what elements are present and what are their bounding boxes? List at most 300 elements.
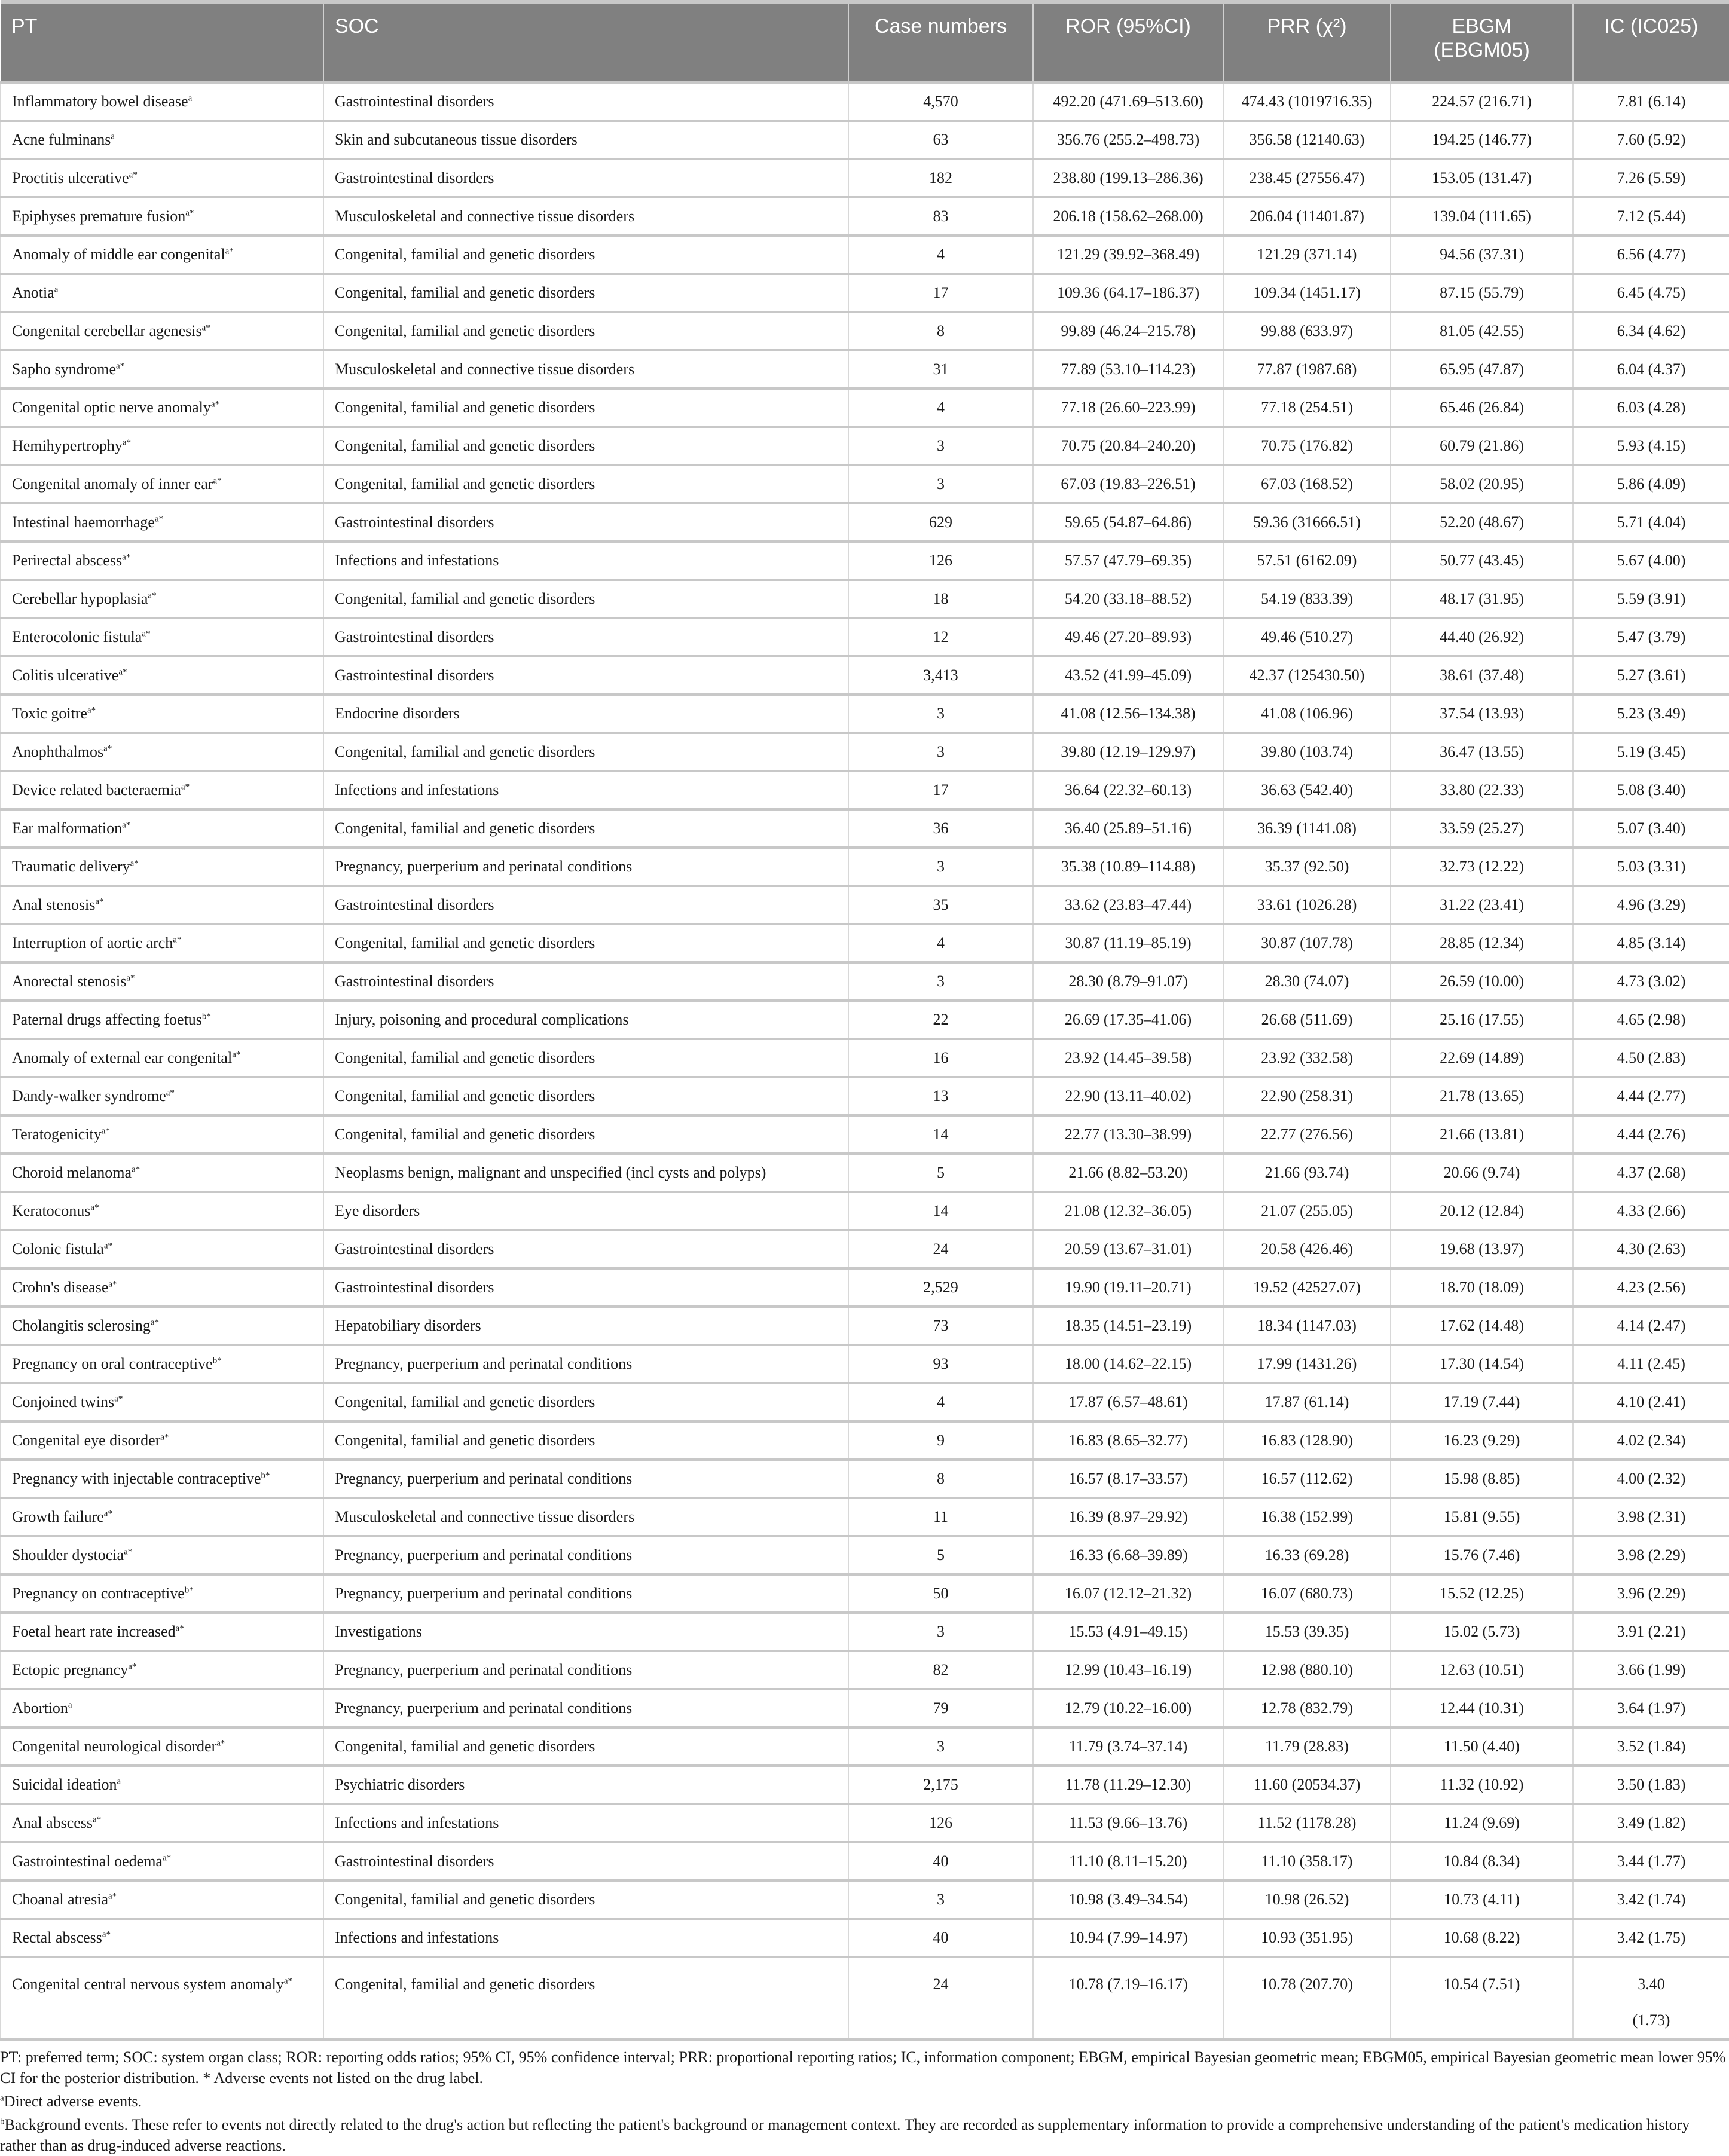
pt-name: Congenital neurological disorder [12,1738,217,1755]
cell-case-numbers: 4 [848,389,1033,427]
cell-ebgm: 18.70 (18.09) [1391,1268,1573,1307]
table-row [1,1115,1729,1154]
cell-pt [1,1919,323,1957]
footnote-a-mark: a [0,2093,4,2103]
pt-name: Suicidal ideation [12,1776,117,1793]
cell-pt [1,1727,323,1766]
cell-prr: 17.87 (61.14) [1223,1383,1391,1421]
cell-pt [1,580,323,618]
cell-soc: Congenital, familial and genetic disorders [323,1383,848,1421]
cell-pt [1,848,323,886]
cell-pt [1,695,323,733]
cell-ror: 41.08 (12.56–134.38) [1033,695,1223,733]
pt-name: Enterocolonic fistula [12,628,142,646]
pt-name: Dandy-walker syndrome [12,1087,166,1105]
cell-case-numbers: 13 [848,1077,1033,1115]
pt-footnote-mark: a [111,131,115,142]
cell-prr: 28.30 (74.07) [1223,962,1391,1001]
cell-ebgm: 48.17 (31.95) [1391,580,1573,618]
cell-ror: 36.40 (25.89–51.16) [1033,809,1223,848]
table-row [1,1077,1729,1115]
pt-footnote-mark: a* [126,973,135,983]
cell-soc: Musculoskeletal and connective tissue disorders [323,197,848,236]
cell-ic: 5.19 (3.45) [1573,733,1729,771]
cell-prr: 54.19 (833.39) [1223,580,1391,618]
cell-pt [1,465,323,503]
cell-ic: 4.14 (2.47) [1573,1307,1729,1345]
cell-ic: 5.23 (3.49) [1573,695,1729,733]
cell-pt [1,924,323,962]
pt-footnote-mark: a* [160,1432,169,1442]
pt-footnote-mark: a* [210,399,220,409]
cell-ror: 67.03 (19.83–226.51) [1033,465,1223,503]
cell-ror: 54.20 (33.18–88.52) [1033,580,1223,618]
cell-ic: 3.49 (1.82) [1573,1804,1729,1842]
cell-case-numbers: 93 [848,1345,1033,1383]
cell-case-numbers: 3 [848,962,1033,1001]
header-ic: IC (IC025) [1573,2,1729,82]
pt-name: Congenital optic nerve anomaly [12,399,211,416]
cell-prr: 10.93 (351.95) [1223,1919,1391,1957]
cell-prr: 12.78 (832.79) [1223,1689,1391,1727]
cell-pt [1,1192,323,1230]
cell-ic: 3.50 (1.83) [1573,1766,1729,1804]
cell-ror: 109.36 (64.17–186.37) [1033,274,1223,312]
pt-footnote-mark: a* [93,1815,102,1825]
cell-pt [1,809,323,848]
table-row [1,427,1729,465]
footnote-abbreviations: PT: preferred term; SOC: system organ class; ROR: reporting odds ratios; 95% CI, 95% confidence interval; PRR: proportional reporting ratios; IC, information component; EBGM, empirical Bayesian geometric mean; EBGM05, empirical Bayesian geometric mean lower 95% CI for the posterior distribution. * Adverse events not listed on the drug label. [0,2048,1726,2087]
cell-ic: 3.42 (1.74) [1573,1880,1729,1919]
cell-prr: 22.90 (258.31) [1223,1077,1391,1115]
cell-pt [1,1345,323,1383]
cell-soc: Infections and infestations [323,771,848,809]
cell-ebgm: 20.12 (12.84) [1391,1192,1573,1230]
cell-ror: 12.79 (10.22–16.00) [1033,1689,1223,1727]
pt-footnote-mark: a [68,1700,72,1710]
cell-prr: 16.83 (128.90) [1223,1421,1391,1460]
cell-soc: Gastrointestinal disorders [323,159,848,197]
cell-ebgm: 32.73 (12.22) [1391,848,1573,886]
pt-footnote-mark: a* [90,1203,99,1213]
cell-case-numbers: 3 [848,1613,1033,1651]
cell-ebgm: 50.77 (43.45) [1391,542,1573,580]
pt-footnote-mark: a [54,285,59,295]
header-soc: SOC [323,2,848,82]
pt-footnote-mark: a [117,1776,121,1787]
table-row [1,1345,1729,1383]
cell-case-numbers: 14 [848,1192,1033,1230]
cell-ror: 70.75 (20.84–240.20) [1033,427,1223,465]
cell-prr: 16.07 (680.73) [1223,1574,1391,1613]
cell-pt [1,274,323,312]
table-row [1,1268,1729,1307]
cell-case-numbers: 3 [848,733,1033,771]
cell-soc: Gastrointestinal disorders [323,962,848,1001]
cell-ic: 5.93 (4.15) [1573,427,1729,465]
cell-case-numbers: 24 [848,1230,1033,1268]
cell-soc: Pregnancy, puerperium and perinatal conditions [323,1689,848,1727]
cell-prr: 12.98 (880.10) [1223,1651,1391,1689]
table-row [1,1498,1729,1536]
cell-ic: 3.64 (1.97) [1573,1689,1729,1727]
cell-soc: Congenital, familial and genetic disorders [323,465,848,503]
cell-ebgm: 11.50 (4.40) [1391,1727,1573,1766]
cell-prr: 20.58 (426.46) [1223,1230,1391,1268]
cell-case-numbers: 16 [848,1039,1033,1077]
pt-footnote-mark: a* [114,1394,123,1404]
cell-pt [1,427,323,465]
cell-soc: Congenital, familial and genetic disorders [323,274,848,312]
cell-prr: 77.18 (254.51) [1223,389,1391,427]
cell-ic: 4.73 (3.02) [1573,962,1729,1001]
pt-name: Traumatic delivery [12,858,130,875]
cell-prr: 206.04 (11401.87) [1223,197,1391,236]
footnote-b-text: Background events. These refer to events not directly related to the drug's action but reflecting the patient's background or management context. They are recorded as supplementary information to provide a comprehensive understanding of the patient's medication history rather than as drug-induced adverse reactions. [0,2116,1690,2154]
cell-case-numbers: 4,570 [848,82,1033,121]
table-row [1,1574,1729,1613]
cell-ror: 238.80 (199.13–286.36) [1033,159,1223,197]
header-case-numbers: Case numbers [848,2,1033,82]
cell-ebgm: 25.16 (17.55) [1391,1001,1573,1039]
cell-ror: 36.64 (22.32–60.13) [1033,771,1223,809]
pt-footnote-mark: a* [201,323,210,333]
table-row [1,1842,1729,1880]
cell-soc: Pregnancy, puerperium and perinatal conditions [323,1574,848,1613]
cell-case-numbers: 182 [848,159,1033,197]
cell-ebgm: 65.46 (26.84) [1391,389,1573,427]
cell-soc: Pregnancy, puerperium and perinatal conditions [323,848,848,886]
cell-prr: 17.99 (1431.26) [1223,1345,1391,1383]
cell-soc: Gastrointestinal disorders [323,618,848,656]
cell-pt [1,121,323,159]
cell-pt [1,886,323,924]
cell-ic: 4.96 (3.29) [1573,886,1729,924]
cell-pt [1,1536,323,1574]
cell-ic: 7.12 (5.44) [1573,197,1729,236]
cell-ror: 10.98 (3.49–34.54) [1033,1880,1223,1919]
pt-name: Proctitis ulcerative [12,169,129,186]
pt-footnote-mark: a* [103,1509,112,1519]
cell-ror: 356.76 (255.2–498.73) [1033,121,1223,159]
header-ebgm: EBGM (EBGM05) [1391,2,1573,82]
cell-ror: 21.66 (8.82–53.20) [1033,1154,1223,1192]
pt-footnote-mark: a* [108,1891,117,1901]
cell-pt [1,1880,323,1919]
cell-soc: Congenital, familial and genetic disorders [323,1727,848,1766]
cell-pt [1,656,323,695]
cell-ic: 7.81 (6.14) [1573,82,1729,121]
cell-prr: 42.37 (125430.50) [1223,656,1391,695]
cell-case-numbers: 50 [848,1574,1033,1613]
pt-name: Cholangitis sclerosing [12,1317,151,1334]
cell-case-numbers: 36 [848,809,1033,848]
cell-ror: 57.57 (47.79–69.35) [1033,542,1223,580]
cell-soc: Congenital, familial and genetic disorders [323,1077,848,1115]
cell-case-numbers: 63 [848,121,1033,159]
cell-ic: 4.02 (2.34) [1573,1421,1729,1460]
pt-name: Growth failure [12,1508,104,1525]
table-row [1,350,1729,389]
cell-ebgm: 15.76 (7.46) [1391,1536,1573,1574]
cell-ebgm: 36.47 (13.55) [1391,733,1573,771]
cell-soc: Gastrointestinal disorders [323,886,848,924]
cell-ic: 4.33 (2.66) [1573,1192,1729,1230]
cell-case-numbers: 24 [848,1957,1033,2039]
cell-ic: 6.56 (4.77) [1573,236,1729,274]
cell-pt [1,159,323,197]
table-row [1,1192,1729,1230]
cell-case-numbers: 5 [848,1536,1033,1574]
cell-pt [1,1421,323,1460]
cell-ebgm: 15.98 (8.85) [1391,1460,1573,1498]
table-row [1,1880,1729,1919]
cell-ror: 492.20 (471.69–513.60) [1033,82,1223,121]
cell-prr: 33.61 (1026.28) [1223,886,1391,924]
cell-ic: 4.65 (2.98) [1573,1001,1729,1039]
footnote-a-text: Direct adverse events. [4,2093,142,2110]
cell-soc: Endocrine disorders [323,695,848,733]
cell-ebgm: 26.59 (10.00) [1391,962,1573,1001]
pt-name: Ectopic pregnancy [12,1661,129,1678]
cell-soc: Congenital, familial and genetic disorders [323,1880,848,1919]
table-row [1,886,1729,924]
cell-ror: 11.79 (3.74–37.14) [1033,1727,1223,1766]
pt-footnote-mark: a* [162,1853,172,1863]
cell-case-numbers: 9 [848,1421,1033,1460]
cell-pt [1,1383,323,1421]
table-row [1,82,1729,121]
pt-footnote-mark: a* [102,1929,111,1940]
pt-name: Choanal atresia [12,1891,108,1908]
cell-case-numbers: 18 [848,580,1033,618]
cell-ebgm: 194.25 (146.77) [1391,121,1573,159]
cell-ebgm: 58.02 (20.95) [1391,465,1573,503]
pt-name: Colitis ulcerative [12,666,119,684]
pt-footnote-mark: a* [225,246,234,256]
cell-ic: 4.23 (2.56) [1573,1268,1729,1307]
cell-ic: 4.30 (2.63) [1573,1230,1729,1268]
cell-soc: Congenital, familial and genetic disorders [323,427,848,465]
pt-name: Abortion [12,1699,68,1717]
pt-footnote-mark: b* [184,1585,194,1595]
cell-ebgm: 224.57 (216.71) [1391,82,1573,121]
cell-ebgm: 10.54 (7.51) [1391,1957,1573,2039]
cell-ror: 59.65 (54.87–64.86) [1033,503,1223,542]
pt-footnote-mark: a* [154,514,164,524]
cell-pt [1,1268,323,1307]
cell-pt [1,503,323,542]
cell-ror: 21.08 (12.32–36.05) [1033,1192,1223,1230]
cell-ic: 4.44 (2.76) [1573,1115,1729,1154]
pt-footnote-mark: a* [87,705,96,715]
cell-ic: 3.66 (1.99) [1573,1651,1729,1689]
cell-ic: 4.11 (2.45) [1573,1345,1729,1383]
cell-pt [1,236,323,274]
cell-pt [1,1766,323,1804]
cell-ic: 3.52 (1.84) [1573,1727,1729,1766]
cell-ebgm: 52.20 (48.67) [1391,503,1573,542]
pt-name: Gastrointestinal oedema [12,1852,163,1870]
table-row [1,1001,1729,1039]
pt-name: Cerebellar hypoplasia [12,590,148,607]
cell-pt [1,350,323,389]
table-row [1,1957,1729,2039]
cell-pt [1,618,323,656]
cell-pt [1,1957,323,2039]
cell-ic: 3.98 (2.29) [1573,1536,1729,1574]
cell-soc: Congenital, familial and genetic disorders [323,809,848,848]
cell-ebgm: 17.19 (7.44) [1391,1383,1573,1421]
cell-soc: Infections and infestations [323,1919,848,1957]
pt-name: Pregnancy on oral contraceptive [12,1355,213,1372]
table-row [1,1536,1729,1574]
cell-soc: Congenital, familial and genetic disorders [323,236,848,274]
footnote-a [0,2091,1729,2112]
cell-prr: 26.68 (511.69) [1223,1001,1391,1039]
cell-ror: 15.53 (4.91–49.15) [1033,1613,1223,1651]
pt-name: Anophthalmos [12,743,104,760]
cell-ror: 11.10 (8.11–15.20) [1033,1842,1223,1880]
cell-ror: 121.29 (39.92–368.49) [1033,236,1223,274]
cell-prr: 59.36 (31666.51) [1223,503,1391,542]
cell-case-numbers: 12 [848,618,1033,656]
cell-soc: Pregnancy, puerperium and perinatal conditions [323,1536,848,1574]
pt-footnote-mark: b* [201,1011,211,1022]
cell-ic: 5.67 (4.00) [1573,542,1729,580]
table-row [1,1421,1729,1460]
table-row [1,1727,1729,1766]
pt-name: Anomaly of middle ear congenital [12,246,225,263]
cell-prr: 10.78 (207.70) [1223,1957,1391,2039]
table-row [1,1804,1729,1842]
cell-prr: 35.37 (92.50) [1223,848,1391,886]
cell-ebgm: 11.32 (10.92) [1391,1766,1573,1804]
cell-case-numbers: 3 [848,848,1033,886]
cell-pt [1,1574,323,1613]
cell-prr: 15.53 (39.35) [1223,1613,1391,1651]
table-row [1,197,1729,236]
table-row [1,1154,1729,1192]
cell-ic: 4.44 (2.77) [1573,1077,1729,1115]
cell-ebgm: 17.62 (14.48) [1391,1307,1573,1345]
table-row [1,1383,1729,1421]
table-row [1,1919,1729,1957]
cell-soc: Congenital, familial and genetic disorders [323,580,848,618]
cell-prr: 16.38 (152.99) [1223,1498,1391,1536]
pt-name: Anal stenosis [12,896,96,913]
cell-prr: 70.75 (176.82) [1223,427,1391,465]
pt-footnote-mark: a* [128,1662,137,1672]
cell-soc: Gastrointestinal disorders [323,656,848,695]
cell-pt [1,771,323,809]
header-row [1,2,1729,82]
cell-soc: Congenital, familial and genetic disorders [323,1957,848,2039]
cell-case-numbers: 83 [848,197,1033,236]
cell-ror: 16.33 (6.68–39.89) [1033,1536,1223,1574]
cell-ebgm: 21.66 (13.81) [1391,1115,1573,1154]
pt-name: Pregnancy with injectable contraceptive [12,1470,261,1487]
pt-footnote-mark: a* [232,1050,241,1060]
cell-ic: 6.04 (4.37) [1573,350,1729,389]
cell-case-numbers: 3 [848,695,1033,733]
table-row [1,312,1729,350]
pt-footnote-mark: a* [129,170,138,180]
pt-footnote-mark: a* [122,820,131,830]
cell-pt [1,733,323,771]
cell-ebgm: 139.04 (111.65) [1391,197,1573,236]
cell-ror: 11.78 (11.29–12.30) [1033,1766,1223,1804]
cell-ic: 5.71 (4.04) [1573,503,1729,542]
cell-soc: Gastrointestinal disorders [323,1842,848,1880]
cell-ic: 4.37 (2.68) [1573,1154,1729,1192]
cell-ebgm: 65.95 (47.87) [1391,350,1573,389]
cell-prr: 16.33 (69.28) [1223,1536,1391,1574]
cell-soc: Gastrointestinal disorders [323,82,848,121]
pt-name: Inflammatory bowel disease [12,93,188,110]
pt-name: Congenital central nervous system anomaly [12,1975,284,1993]
cell-ebgm: 31.22 (23.41) [1391,886,1573,924]
cell-ebgm: 38.61 (37.48) [1391,656,1573,695]
cell-ic: 5.86 (4.09) [1573,465,1729,503]
pt-name: Shoulder dystocia [12,1546,124,1564]
pt-name: Conjoined twins [12,1393,115,1411]
cell-ror: 10.94 (7.99–14.97) [1033,1919,1223,1957]
pt-name: Congenital eye disorder [12,1432,161,1449]
table-row [1,1613,1729,1651]
cell-ebgm: 153.05 (131.47) [1391,159,1573,197]
cell-prr: 21.66 (93.74) [1223,1154,1391,1192]
cell-prr: 18.34 (1147.03) [1223,1307,1391,1345]
cell-prr: 36.39 (1141.08) [1223,809,1391,848]
cell-prr: 77.87 (1987.68) [1223,350,1391,389]
cell-prr: 39.80 (103.74) [1223,733,1391,771]
cell-soc: Neoplasms benign, malignant and unspecified (incl cysts and polyps) [323,1154,848,1192]
cell-ebgm: 20.66 (9.74) [1391,1154,1573,1192]
table-row [1,503,1729,542]
table-row [1,1460,1729,1498]
cell-ic: 6.34 (4.62) [1573,312,1729,350]
cell-ic: 5.27 (3.61) [1573,656,1729,695]
table-row [1,1307,1729,1345]
pt-footnote-mark: a* [142,629,151,639]
table-row [1,542,1729,580]
cell-case-numbers: 82 [848,1651,1033,1689]
pt-footnote-mark: a* [181,782,190,792]
cell-soc: Gastrointestinal disorders [323,1230,848,1268]
cell-pt [1,1154,323,1192]
cell-soc: Pregnancy, puerperium and perinatal conditions [323,1651,848,1689]
cell-prr: 109.34 (1451.17) [1223,274,1391,312]
cell-soc: Congenital, familial and genetic disorders [323,312,848,350]
cell-ebgm: 15.02 (5.73) [1391,1613,1573,1651]
pt-name: Anomaly of external ear congenital [12,1049,233,1066]
cell-soc: Infections and infestations [323,542,848,580]
cell-prr: 474.43 (1019716.35) [1223,82,1391,121]
cell-soc: Musculoskeletal and connective tissue disorders [323,1498,848,1536]
pt-footnote-mark: a* [185,208,194,218]
table-row [1,695,1729,733]
cell-ic: 5.03 (3.31) [1573,848,1729,886]
cell-ebgm: 10.84 (8.34) [1391,1842,1573,1880]
cell-pt [1,1230,323,1268]
cell-prr: 11.60 (20534.37) [1223,1766,1391,1804]
table-row [1,1651,1729,1689]
cell-ror: 16.83 (8.65–32.77) [1033,1421,1223,1460]
cell-pt [1,82,323,121]
pt-name: Colonic fistula [12,1240,104,1258]
cell-ror: 20.59 (13.67–31.01) [1033,1230,1223,1268]
